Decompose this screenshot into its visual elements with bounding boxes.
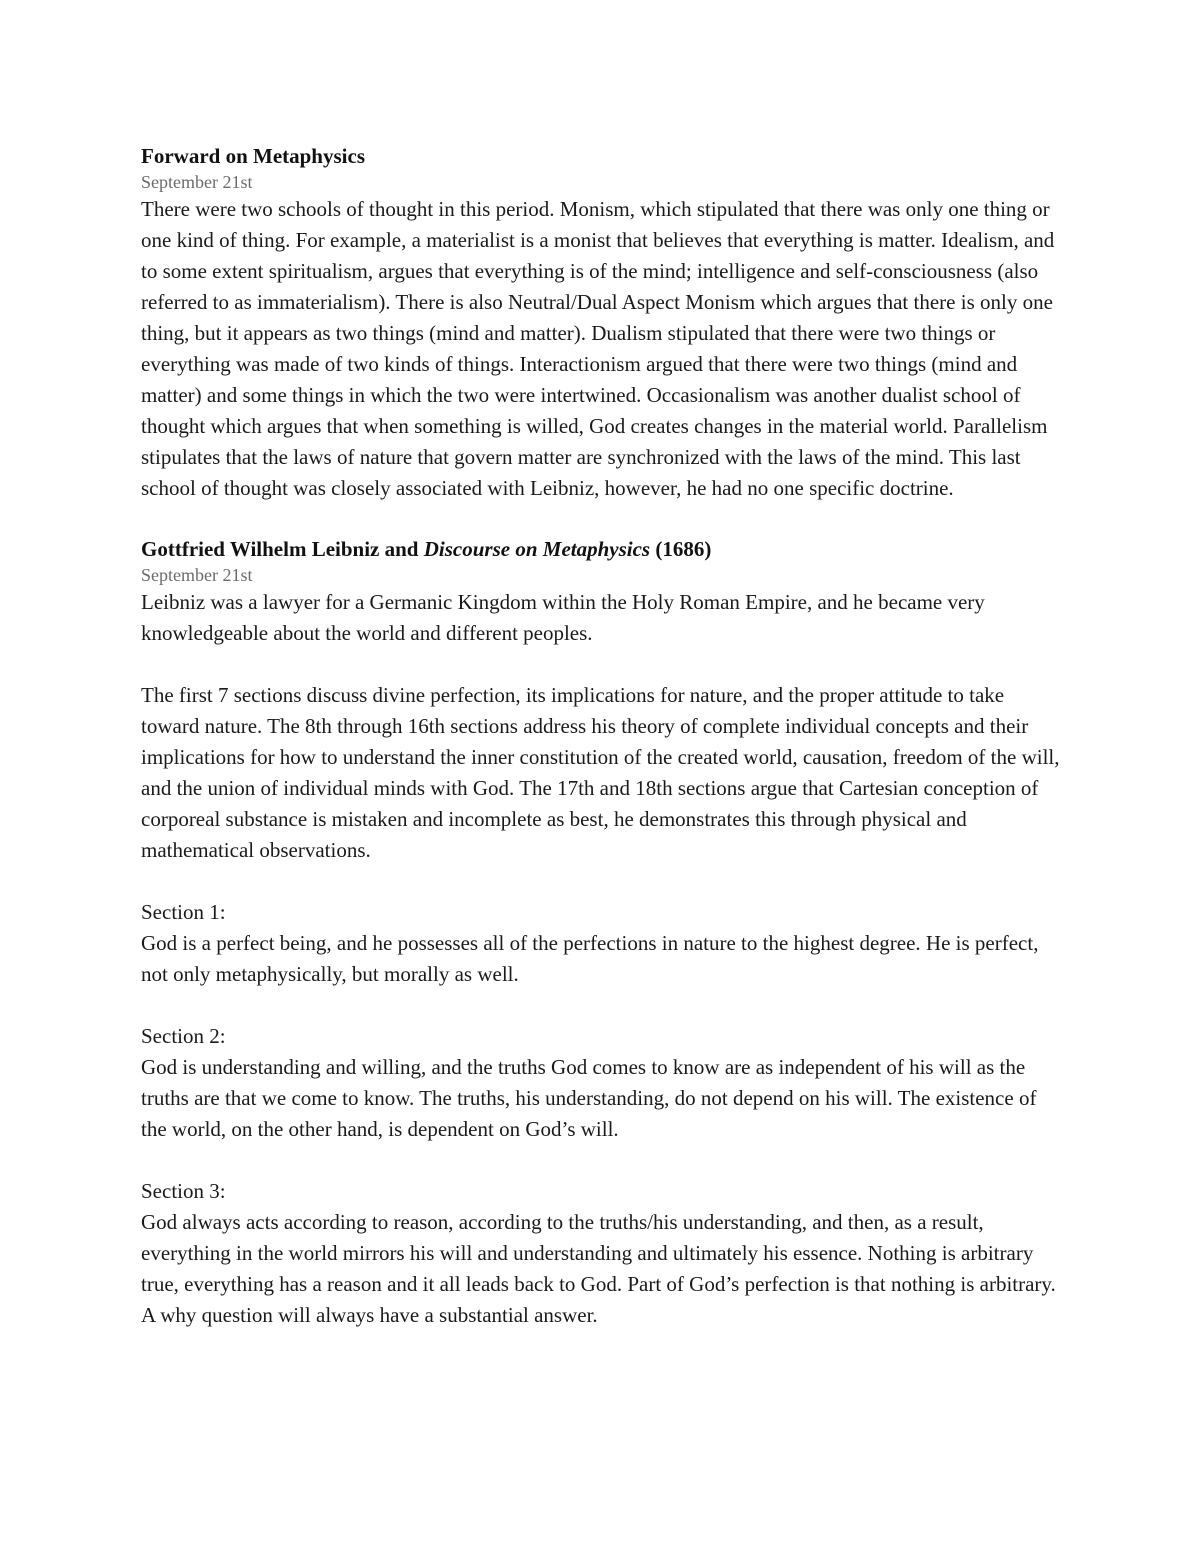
heading-prefix: Gottfried Wilhelm Leibniz and — [141, 537, 424, 561]
heading-forward-on-metaphysics: Forward on Metaphysics — [141, 144, 365, 168]
heading-leibniz-discourse — [141, 535, 1066, 563]
spacer — [141, 504, 1066, 535]
heading-suffix: (1686) — [650, 537, 712, 561]
section-2-label: Section 2: — [141, 1024, 226, 1048]
section-1-text: God is a perfect being, and he possesses all of the perfections in nature to the highest degree. He is perfect, not only metaphysically, but morally as well. — [141, 931, 1039, 986]
heading-italic-title: Discourse on Metaphysics — [423, 537, 651, 561]
section-3-label: Section 3: — [141, 1179, 226, 1203]
document-page — [141, 142, 1066, 1331]
section-2-text: God is understanding and willing, and the truths God comes to know are as independent of his will as the truths are that we come to know. The truths, his understanding, do not depend on his will. The existence of the world, on the other hand, is dependent on God’s will. — [141, 1055, 1037, 1141]
paragraph-sections-overview: The first 7 sections discuss divine perfection, its implications for nature, and the proper attitude to take toward nature. The 8th through 16th sections address his theory of complete individual concepts and their implications for how to understand the inner constitution of the created world, causation, freedom of the will, and the union of individual minds with God. The 17th and 18th sections argue that Cartesian conception of corporeal substance is mistaken and incomplete as best, he demonstrates this through physical and mathematical observations. — [141, 683, 1060, 862]
paragraph-forward-body: There were two schools of thought in this period. Monism, which stipulated that there was only one thing or one kind of thing. For example, a materialist is a monist that believes that everything is matter. Idealism, and to some extent spiritualism, argues that everything is of the mind; intelligence and self-consciousness (also referred to as immaterialism). There is also Neutral/Dual Aspect Monism which argues that there is only one thing, but it appears as two things (mind and matter). Dualism stipulated that there were two things or everything was made of two kinds of things. Interactionism argued that there were two things (mind and matter) and some things in which the two were intertwined. Occasionalism was another dualist school of thought which argues that when something is willed, God creates changes in the material world. Parallelism stipulates that the laws of nature that govern matter are synchronized with the laws of the mind. This last school of thought was closely associated with Leibniz, however, he had no one specific doctrine. — [141, 197, 1055, 500]
spacer — [141, 866, 1066, 897]
section-1-label: Section 1: — [141, 900, 226, 924]
date-label: September 21st — [141, 172, 253, 192]
paragraph-leibniz-intro: Leibniz was a lawyer for a Germanic Kingdom within the Holy Roman Empire, and he became very knowledgeable about the world and different peoples. — [141, 590, 985, 645]
spacer — [141, 1145, 1066, 1176]
spacer — [141, 649, 1066, 680]
date-label: September 21st — [141, 565, 253, 585]
spacer — [141, 990, 1066, 1021]
section-3-text: God always acts according to reason, according to the truths/his understanding, and then, as a result, everything in the world mirrors his will and understanding and ultimately his essence. Nothing is arbitrary true, everything has a reason and it all leads back to God. Part of God’s perfection is that nothing is arbitrary. A why question will always have a substantial answer. — [141, 1210, 1056, 1327]
